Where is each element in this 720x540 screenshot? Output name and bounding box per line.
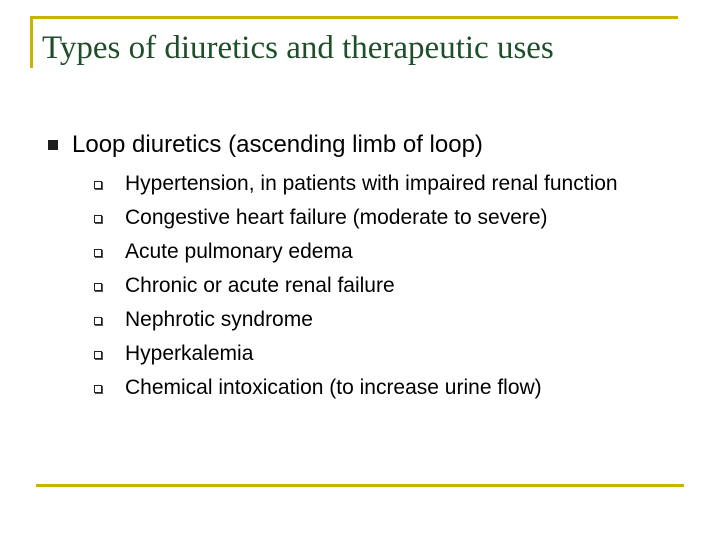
- list-item-text: Hypertension, in patients with impaired renal function: [125, 172, 618, 195]
- left-accent-line: [30, 16, 33, 68]
- section-heading-main: Loop diuretics: [72, 131, 222, 158]
- hollow-square-bullet-icon: [94, 249, 102, 257]
- hollow-square-bullet-icon: [94, 181, 102, 189]
- top-accent-line: [30, 16, 678, 19]
- bottom-accent-line: [36, 484, 684, 487]
- hollow-square-bullet-icon: [94, 283, 102, 291]
- list-item-text: Nephrotic syndrome: [125, 308, 313, 331]
- section-heading-detail: (ascending limb of loop): [221, 131, 483, 158]
- list-item: [94, 340, 694, 368]
- uses-list: [94, 170, 694, 402]
- hollow-square-bullet-icon: [94, 385, 102, 393]
- list-item: [94, 272, 694, 300]
- list-item: [94, 306, 694, 334]
- hollow-square-bullet-icon: [94, 351, 102, 359]
- section-heading: [72, 129, 483, 161]
- list-item-text: Acute pulmonary edema: [125, 240, 353, 263]
- hollow-square-bullet-icon: [94, 215, 102, 223]
- list-item: [94, 238, 694, 266]
- filled-square-bullet-icon: [48, 140, 58, 150]
- list-item: [94, 204, 694, 232]
- hollow-square-bullet-icon: [94, 317, 102, 325]
- list-item: [94, 170, 694, 198]
- list-item-text: Congestive heart failure (moderate to severe): [125, 206, 548, 229]
- list-item: [94, 374, 694, 402]
- list-item-text: Hyperkalemia: [125, 342, 254, 365]
- list-item-text: Chronic or acute renal failure: [125, 274, 395, 297]
- slide-title: Types of diuretics and therapeutic uses: [42, 30, 554, 66]
- list-item-text: Chemical intoxication (to increase urine flow): [125, 376, 542, 399]
